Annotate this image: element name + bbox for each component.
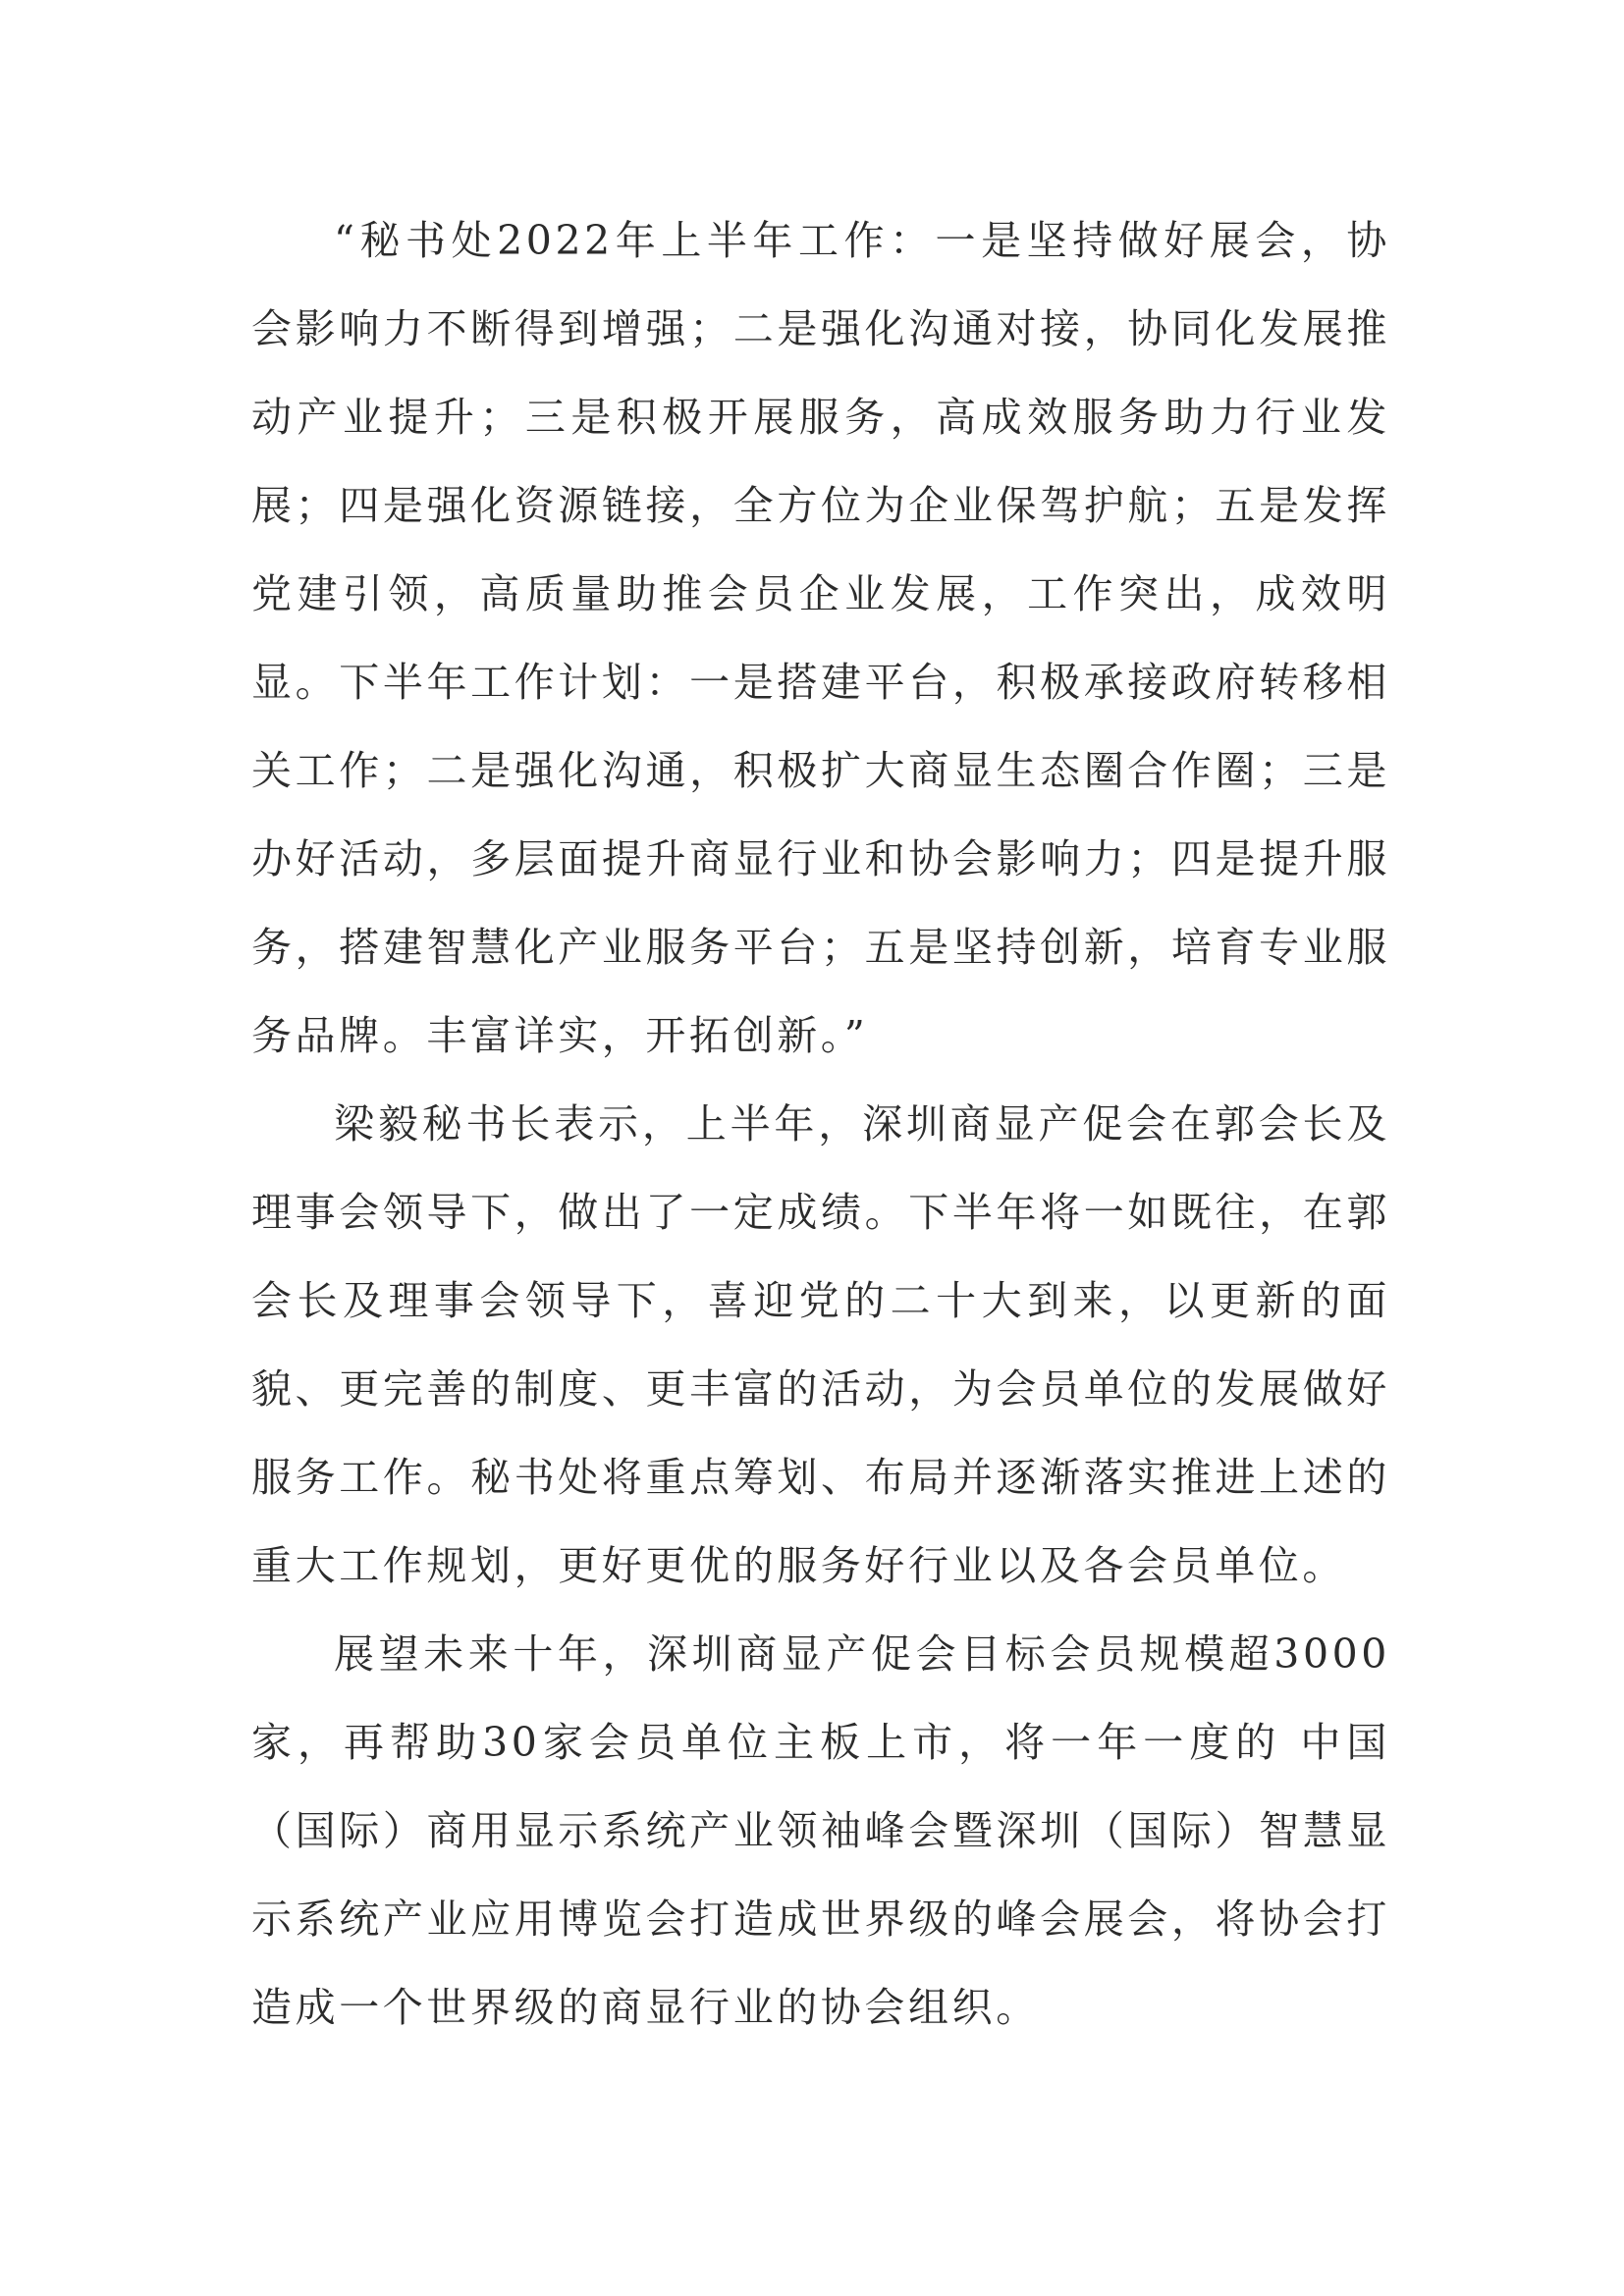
document-body [251, 196, 1390, 2052]
paragraph-future-outlook: 展望未来十年，深圳商显产促会目标会员规模超3000家，再帮助30家会员单位主板上市，将一年一度的 中国（国际）商用显示系统产业领袖峰会暨深圳（国际）智慧显示系统产业应用博览会打造成世界级的峰会展会，将协会打造成一个世界级的商显行业的协会组织。 [251, 1630, 1390, 2031]
paragraph-secretary-general-remarks: 梁毅秘书长表示，上半年，深圳商显产促会在郭会长及理事会领导下，做出了一定成绩。下半年将一如既往，在郭会长及理事会领导下，喜迎党的二十大到来，以更新的面貌、更完善的制度、更丰富的活动，为会员单位的发展做好服务工作。秘书处将重点筹划、布局并逐渐落实推进上述的重大工作规划，更好更优的服务好行业以及各会员单位。 [251, 1100, 1390, 1589]
paragraph-secretariat-work-summary: “秘书处2022年上半年工作：一是坚持做好展会，协会影响力不断得到增强；二是强化沟通对接，协同化发展推动产业提升；三是积极开展服务，高成效服务助力行业发展；四是强化资源链接，全方位为企业保驾护航；五是发挥党建引领，高质量助推会员企业发展，工作突出，成效明显。下半年工作计划：一是搭建平台，积极承接政府转移相关工作；二是强化沟通，积极扩大商显生态圈合作圈；三是办好活动，多层面提升商显行业和协会影响力；四是提升服务，搭建智慧化产业服务平台；五是坚持创新，培育专业服务品牌。丰富详实，开拓创新。” [251, 217, 1390, 1059]
